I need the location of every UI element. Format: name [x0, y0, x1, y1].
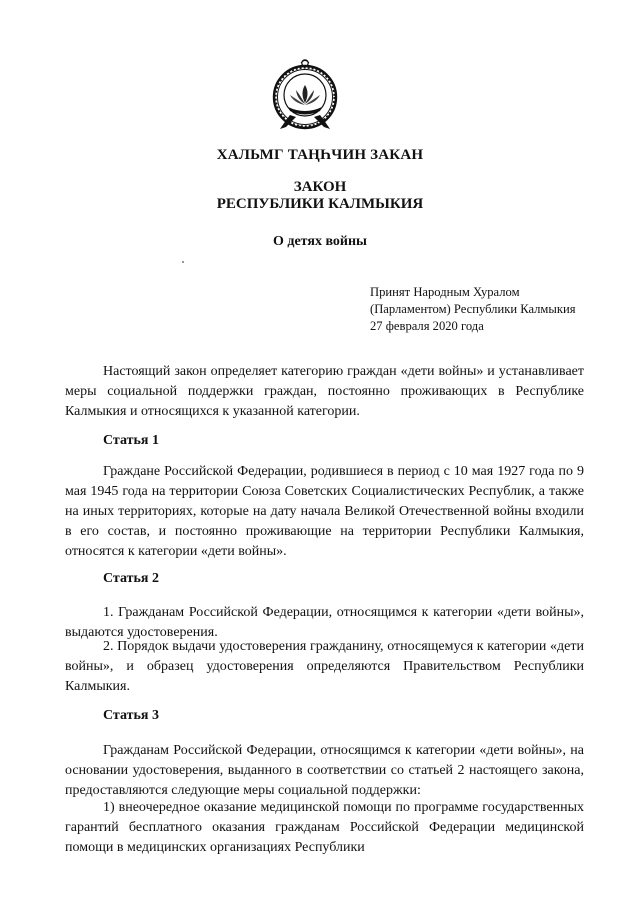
- coat-of-arms-emblem: [272, 57, 338, 135]
- article-2-paragraph-1: 1. Гражданам Российской Федерации, относящимся к категории «дети войны», выдаются удостоверения.: [65, 605, 584, 640]
- article-1-heading: Статья 1: [103, 433, 159, 448]
- adoption-line-3: 27 февраля 2020 года: [370, 319, 484, 333]
- preamble-paragraph: Настоящий закон определяет категорию граждан «дети войны» и устанавливает меры социальной поддержки граждан, постоянно проживающих в Республике Калмыкия и относящихся к указанной категории.: [65, 364, 584, 419]
- article-3-paragraph-1: Гражданам Российской Федерации, относящимся к категории «дети войны», на основании удостоверения, выданного в соответствии со статьей 2 настоящего закона, предоставляются следующие меры социальной поддержки:: [65, 743, 584, 798]
- law-title: О детях войны: [273, 234, 367, 249]
- kalmyk-law-title: ХАЛЬМГ ТАҢҺЧИН ЗАКАН: [216, 147, 424, 163]
- article-2-paragraph-2: 2. Порядок выдачи удостоверения гражданину, относящемуся к категории «дети войны», и образец удостоверения определяются Правительством Республики Калмыкия.: [65, 639, 584, 694]
- law-label: ЗАКОН: [293, 179, 347, 195]
- article-3-item-1: 1) внеочередное оказание медицинской помощи по программе государственных гарантий бесплатного оказания гражданам Российской Федерации медицинской помощи в медицинских организациях Республики: [65, 800, 584, 855]
- scan-speck: [182, 261, 184, 263]
- adoption-line-2: (Парламентом) Республики Калмыкия: [370, 302, 576, 316]
- adoption-note: [370, 284, 576, 335]
- article-2-heading: Статья 2: [103, 571, 159, 586]
- article-1-paragraph: Граждане Российской Федерации, родившиеся в период с 10 мая 1927 года по 9 мая 1945 года на территории Союза Советских Социалистических Республик, а также на иных территориях, которые на дату начала Великой Отечественной войны входили в его состав, и постоянно проживающие на территории Республики Калмыкия, относятся к категории «дети войны».: [65, 464, 584, 559]
- republic-name: РЕСПУБЛИКИ КАЛМЫКИЯ: [216, 196, 424, 212]
- article-3-heading: Статья 3: [103, 708, 159, 723]
- adoption-line-1: Принят Народным Хуралом: [370, 285, 520, 299]
